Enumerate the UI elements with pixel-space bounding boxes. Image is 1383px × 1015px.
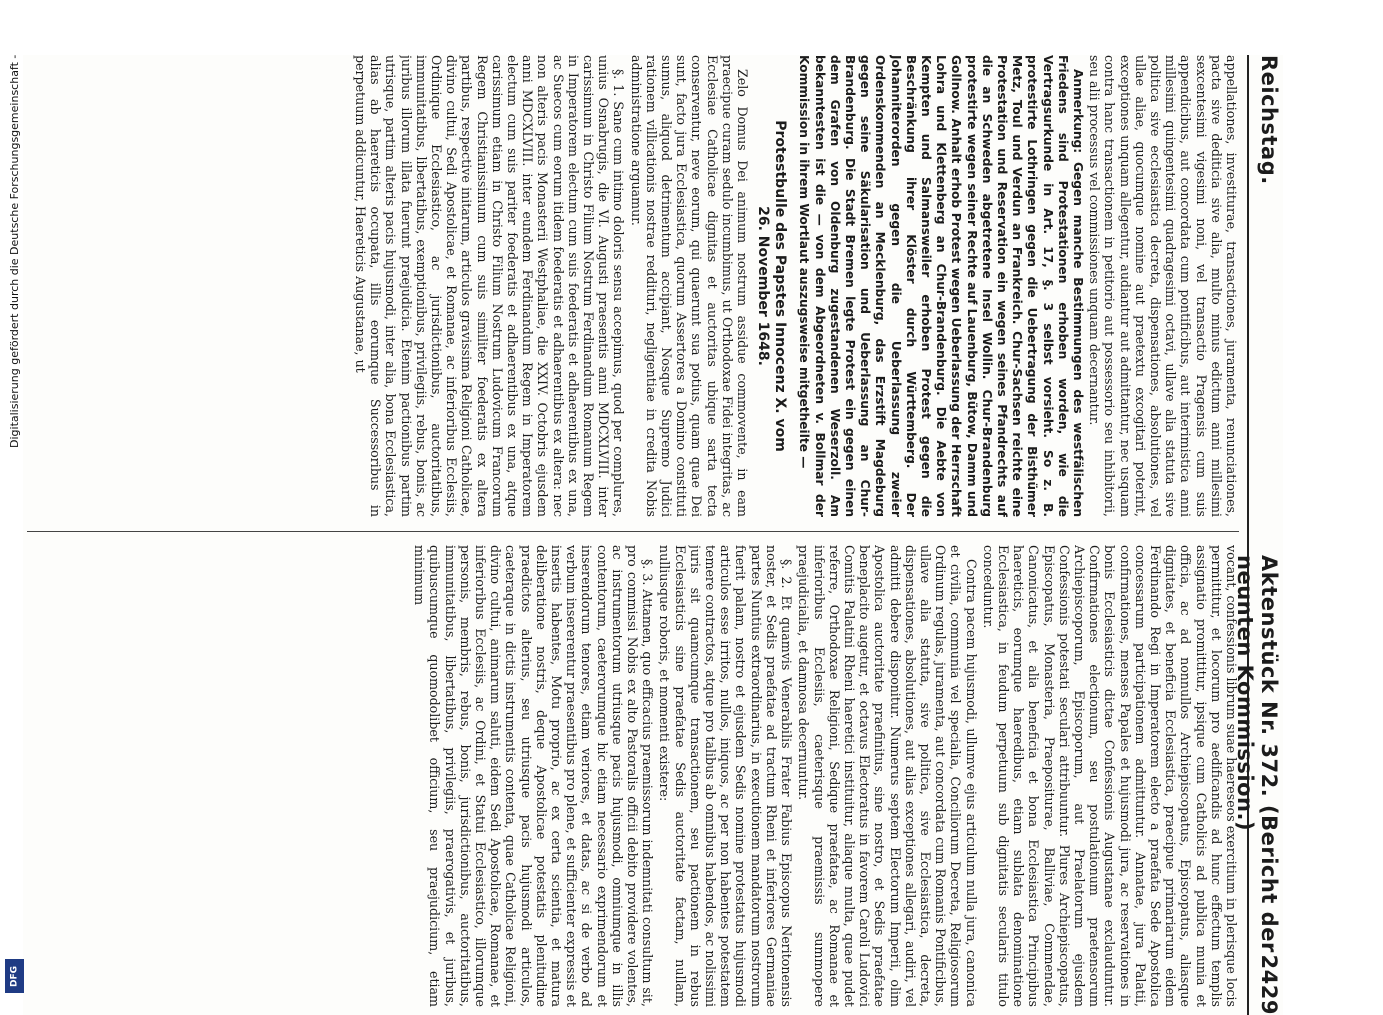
header-center-subtitle: (Bericht der neunten Kommission.): [1233, 555, 1281, 953]
heading-line: 26. November 1648.: [755, 206, 772, 366]
page-header: [1233, 55, 1283, 1015]
paragraph: §. 2. Et quamvis Venerabilis Frater Fabius Episcopus Neritonensis noster, et Sedis praefatae ad tractum Rheni et inferiores Germaniae partes Nuntius extraordinarius, in executionem mandatorum nostrorum fuerit palam, nostro et ejusdem Sedis nomine protestatus hujusmodi articulos esse irritos, nullos, iniquos, ac per non habentes potestatem temere contractos, atque pro talibus ab omnibus habendos, ac nolissimi juris sit quamcumque transactionem, seu pactionem in rebus Ecclesiasticis sine praefatae Sedis auctoritate factam, nullam, nulliusque roboris, et momenti existere:: [657, 545, 795, 1007]
paragraph: appellationes, investiturae, transactiones, juramenta, renunciationes, pacta sive dediticia sive alia, multo minus edictum anni millesimi sexcentesimi vigesimi noni, vel transactio Pragensis cum suis appendicibus, aut concordata cum pontificibus, aut interimistica anni millesimi quingentesimi quadragesimi octavi, ullave alia statuta sive politica sive ecclesiastica decreta, dispensationes, absolutiones, vel ullae aliae, quocumque nomine aut praetextu excogitari poterint, exceptiones unquam allegentur, audiantur aut admittantur, nec usquam contra hanc transactionem in petitorio aut possessorio seu inhibitorii, seu alii processus vel commissiones unquam decernantur.: [1087, 55, 1239, 517]
paragraph: Contra pacem hujusmodi, ullumve ejus articulum nulla jura, canonica et civilia, communia vel specialia, Conciliorum Decreta, Religiosorum Ordinum regulas, juramenta, aut concordata cum Romanis Pontificibus, ullave alia statuta, sive politica, sive Ecclesiastica, decreta, dispensationes, absolutiones, aut alias exceptiones allegari, audiri, vel admitti debere disponitur. Numerus septem Electorum Imperii, olim Apostolica auctoritate praefinitus, sine nostro, et Sedis praefatae beneplacito augetur, et octavus Electoratus in favorem Caroli Ludovici Comitis Palatini Rheni haeretici instituitur, aliaque multa, quae pudet referre, Orthodoxae Religioni, Sedique praefatae, ac Romanae et inferioribus Ecclesiis, caeterisque praemissis summopere praejudicialia, et damnosa decernuntur.: [796, 545, 979, 1007]
page-number: 2429: [1257, 954, 1281, 1015]
footer-text: Digitalisierung gefördert durch die Deutsche Forschungsgemeinschaft -: [8, 55, 21, 449]
header-document-number: [1233, 555, 1281, 1015]
section-heading: [754, 55, 788, 517]
digitization-footer: [4, 55, 26, 995]
header-left-title: Reichstag.: [1257, 55, 1281, 185]
document-page: [23, 55, 1283, 1015]
dfg-logo: DFG: [5, 959, 24, 993]
paragraph: Zelo Domus Dei animum nostrum assidue commovente, in eam praecipue curam sedulo incumbimus, ut Orthodoxae Fidei integritas, ac Ecclesiae Catholicae dignitas et auctoritas ubique sarta tecta conserventur, neve eorum, qui quaerunt sua potius, quam quae Dei sunt, facto jura Ecclesiastica, quorum Assertores a Domino constituti sumus, aliquod detrimentum accipiant, Nosque Supremo Judici rationem villicationis nostrae reddituri, negligentiae in credita Nobis administratione arguamur.: [628, 55, 751, 517]
annotation-paragraph: Anmerkung: Gegen manche Bestimmungen des westfälischen Friedens sind Protestationen erhoben worden, wie die Vertragsurkunde in Art. 17, §. 3 selbst vorsieht. So z. B. protestirte Lothringen gegen die Uebertragung der Bisthümer Metz, Toul und Verdun an Frankreich. Chur-Sachsen reichte eine Protestation und Reservation ein wegen seines Pfandrechts auf die an Schweden abgetretene Insel Wollin. Chur-Brandenburg protestirte wegen seiner Rechte auf Lauenburg, Bütow, Damm und Gollnow. Anhalt erhob Protest wegen Ueberlassung der Herrschaft Lohra und Klettenberg an Chur-Brandenburg. Die Aebte von Kempten und Salmansweiler erhoben Protest gegen die Beschränkung ihrer Klöster durch Württemberg. Der Johanniterorden gegen die Ueberlassung zweier Ordenskommenden an Mecklenburg, das Erzstift Magdeburg gegen seine Säkularisation und Ueberlassung an Chur-Brandenburg. Die Stadt Bremen legte Protest ein gegen einen dem Grafen von Oldenburg zugestandenen Weserzoll. Am bekanntesten ist die — von dem Abgeordneten v. Bollmar der Kommission in ihrem Wortlaut auszugsweise mitgetheilte —: [797, 55, 1085, 517]
paragraph: §. 3. Attamen, quo efficacius praemissorum indemnitati consultum sit, pro commissi Nobis ex alto Pastoralis officii debito providere volentes, ac instrumentorum utriusque pacis hujusmodi, omniumque in illis contentorum, caeterorumque hic etiam necessario exprimendorum et inserendorum tenores, etiam veriores, et datas, ac si de verbo ad verbum insererentur praesentibus pro plene, et sufficienter expressis et insertis habentes, Motu proprio, ac ex certa scientia, et matura deliberatione nostris, deque Apostolicae potestatis plenitudine praedictos alterius, seu utriusque pacis hujusmodi articulos, caeteraque in dictis instrumentis contenta, quae Catholicae Religioni, divino cultui, animarum saluti, eidem Sedi Apostolicae, Romanae, et inferioribus Ecclesiis, ac Ordini, et Statui Ecclesiastico, illorumque personis, membris, rebus, bonis, jurisdictionibus, auctoritatibus, immunitatibus, libertatibus, privilegiis, praerogativis, et juribus, quibuscumque quomodolibet officium, seu praejudicium, etiam minimum: [412, 545, 656, 1007]
right-column: [27, 545, 1239, 1007]
left-column: [27, 55, 1239, 517]
paragraph: §. 1. Sane cum intimo doloris sensu accepimus, quod per complures, unius Osnabrugis, die VI. Augusti praesentis anni MDCXLVIII. inter carissimum in Christo Filium Nostrum Ferdinandum Romanum Regem in Imperatorem electum cum suis foederatis et adhaerentibus ex una, ac Suecos cum eorum itidem foederatis et adhaerentibus ex altera: nec non alteris pacis Monasterii Westphaliae, die XXIV. Octobris ejusdem anni MDCXLVIII. inter eundem Ferdinandum Regem in Imperatorem electum cum suis pariter foederatis et adhaerentibus ex una, atque carissimum etiam in Christo Filium Nostrum Ludovicum Francorum Regem Christianissimum cum suis similiter foederatis ex altera partibus, respective initarum, articulos gravissima Religioni Catholicae, divino cultui, Sedi Apostolicae, et Romanae, ac inferioribus Ecclesiis, Ordinique Ecclesiastico, ac jurisdictionibus, auctoritatibus, immunitatibus, libertatibus, exemptionibus, privilegiis, rebus, bonis, ac juribus illorum illata fuerunt praejudicia. Etenim pactionibus partim utrisque, partim alteris pacis hujusmodi, inter alia, bona Ecclesiastica, alias ab haereticis occupata, illis eorumque Successoribus in perpetuum addicuntur, Haereticis Augustanae, ut: [353, 55, 627, 517]
column-divider: [27, 531, 1239, 532]
heading-line: Protestbulle des Papstes Innocenz X. vom: [772, 120, 789, 452]
paragraph: vocant, confessionis librum suae haereseos exercitium in plerisque locis permittitur, et locorum pro aedificandis ad hunc effectum templis assignatio promittitur, ipsique cum Catholicis ad publica munia et officia, ac ad nonnullos Archiepiscopatus, Episcopatus, aliasque dignitates, et beneficia Ecclesiastica, praecipue primariarum eidem Ferdinando Regi in Imperatorem electo a praefata Sede Apostolica concessarum participationem admittuntur. Annatae, jura Palatii, confirmationes, menses Papales et hujusmodi jura, ac reservationes in bonis Ecclesiasticis dictae Confessionis Augustanae exclauduntur. Confirmationes electionum, seu postulationum praetensorum Archiepiscoporum, Episcoporum, aut Praelatorum ejusdem Confessionis potestati seculari attribuuntur. Plures Archiepiscopatus, Episcopatus, Monasteria, Praepositurae, Balliviae, Commendae, Canonicatus, et alia beneficia et bona Ecclesiastica Principibus haereticis, eorumque haeredibus, etiam sublata denominatione Ecclesiastica, in feudum perpetuum sub dignitatis secularis titulo conceduntur.: [980, 545, 1239, 1007]
header-center-title: Aktenstück Nr. 372.: [1257, 555, 1281, 798]
